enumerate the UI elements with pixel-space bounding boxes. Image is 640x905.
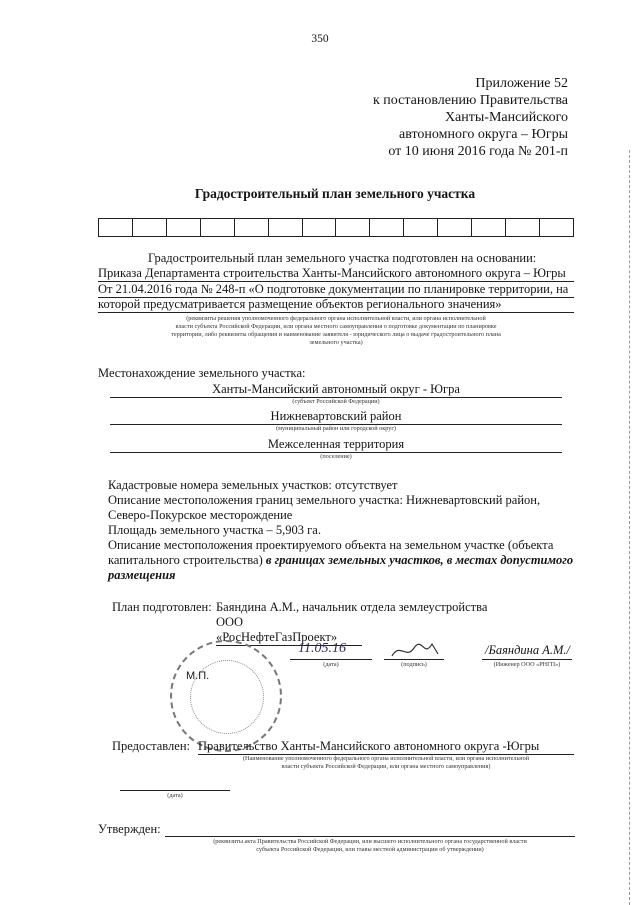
approved-label: Утвержден:	[98, 822, 161, 836]
appendix-line-3: Ханты-Мансийского	[444, 110, 568, 125]
page-edge-line	[629, 150, 631, 905]
object-description-1: Описание местоположения проектируемого объекта на земельном участке (объекта	[108, 538, 554, 552]
basis-intro: Градостроительный план земельного участка подготовлен на основании:	[148, 251, 537, 265]
object-description-2	[108, 553, 578, 568]
grid-cell	[133, 219, 167, 236]
cadastral-numbers: Кадастровые номера земельных участков: отсутствует	[108, 478, 398, 492]
date-caption: (дата)	[323, 661, 339, 668]
appendix-line-5: от 10 июня 2016 года № 201-п	[388, 144, 568, 159]
location-label: Местонахождение земельного участка:	[98, 366, 306, 380]
grid-cell	[438, 219, 472, 236]
grid-cell	[540, 219, 573, 236]
grid-cell	[303, 219, 337, 236]
location-settlement: Межселенная территория	[110, 437, 562, 453]
basis-caption-4: земельного участка)	[309, 339, 363, 346]
grid-cell	[506, 219, 540, 236]
basis-line-2: От 21.04.2016 года № 248-п «О подготовке документации по планировке территории, на	[98, 282, 574, 298]
object-description-italic: в границах земельных участков, в местах допустимого	[262, 553, 574, 567]
cadastral-number-grid	[98, 218, 574, 237]
grid-cell	[99, 219, 133, 236]
basis-line-1: Приказа Департамента строительства Ханты-Мансийского автономного округа – Югры	[98, 266, 574, 282]
grid-cell	[167, 219, 201, 236]
grid-cell	[235, 219, 269, 236]
signer-line	[482, 659, 572, 660]
signature-caption: (подпись)	[401, 661, 427, 668]
location-settlement-caption: (поселение)	[320, 453, 352, 460]
grid-cell	[201, 219, 235, 236]
location-subject: Ханты-Мансийский автономный округ - Югра	[110, 382, 562, 398]
approved-line	[165, 836, 575, 837]
provided-caption	[198, 755, 574, 771]
signature-line	[384, 659, 444, 660]
document-title: Градостроительный план земельного участка	[194, 186, 476, 201]
prepared-name: Баяндина А.М., начальник отдела землеустройства	[216, 600, 488, 614]
provided-caption-1: (Наименование уполномоченного федерального органа исполнительной власти, или органа исполнительной	[242, 755, 530, 762]
grid-cell	[404, 219, 438, 236]
appendix-line-1: Приложение 52	[475, 76, 568, 91]
grid-cell	[370, 219, 404, 236]
provided-date-line	[120, 790, 230, 791]
approved-caption-2: субъекта Российской Федерации, или главы местной администрации об утверждении)	[256, 846, 484, 853]
prepared-org: ООО «РосНефтеГазПроект»	[216, 615, 362, 646]
signer-caption: (Инженер ООО «РНГП»)	[493, 661, 561, 668]
grid-cell	[269, 219, 303, 236]
provided-date-caption: (дата)	[167, 792, 183, 799]
approved-caption-1: (реквизиты акта Правительства Российской Федерации, или высшего исполнительного органа государственной власти	[213, 838, 527, 845]
prepared-label: План подготовлен:	[112, 600, 212, 614]
provided-label: Предоставлен:	[112, 739, 190, 753]
appendix-block	[300, 75, 568, 160]
provided-value: Правительство Ханты-Мансийского автономного округа -Югры	[198, 739, 574, 755]
page-number: 350	[311, 33, 329, 45]
basis-caption	[98, 315, 574, 347]
approved-caption	[165, 838, 575, 854]
basis-caption-2: власти субъекта Российской Федерации, или органа местного самоуправления о подготовке документации по планировке	[175, 323, 497, 330]
grid-cell	[472, 219, 506, 236]
handwritten-date: 11.05.16	[298, 641, 346, 656]
grid-cell	[336, 219, 370, 236]
boundaries-description: Описание местоположения границ земельного участка: Нижневартовский район,	[108, 493, 541, 507]
provided-caption-2: власти субъекта Российской Федерации, или органа местного самоуправления)	[281, 763, 491, 770]
object-description-3: размещения	[108, 568, 176, 582]
oil-field-name: Северо-Покурское месторождение	[108, 508, 293, 522]
land-area: Площадь земельного участка – 5,903 га.	[108, 523, 321, 537]
details-block	[108, 478, 578, 583]
location-district-caption: (муниципальный район или городской округ)	[276, 425, 396, 432]
basis-caption-3: территории, либо реквизиты обращения и наименование заявителя - юридического лица о выдаче градостроительного плана	[171, 331, 501, 338]
basis-line-3: которой предусматривается размещение объектов регионального значения»	[98, 297, 574, 313]
location-district: Нижневартовский район	[110, 409, 562, 425]
date-line	[290, 659, 372, 660]
appendix-line-2: к постановлению Правительства	[372, 93, 568, 108]
seal-stamp	[170, 640, 282, 752]
appendix-line-4: автономного округа – Югры	[399, 127, 568, 142]
object-description-plain: капитального строительства)	[108, 553, 263, 567]
basis-caption-1: (реквизиты решения уполномоченного федерального органа исполнительной власти, или органа исполнительной	[186, 315, 486, 322]
signer-name: /Баяндина А.М./	[484, 643, 570, 657]
location-subject-caption: (субъект Российской Федерации)	[292, 398, 380, 405]
stamp-label: М.П.	[186, 670, 210, 682]
